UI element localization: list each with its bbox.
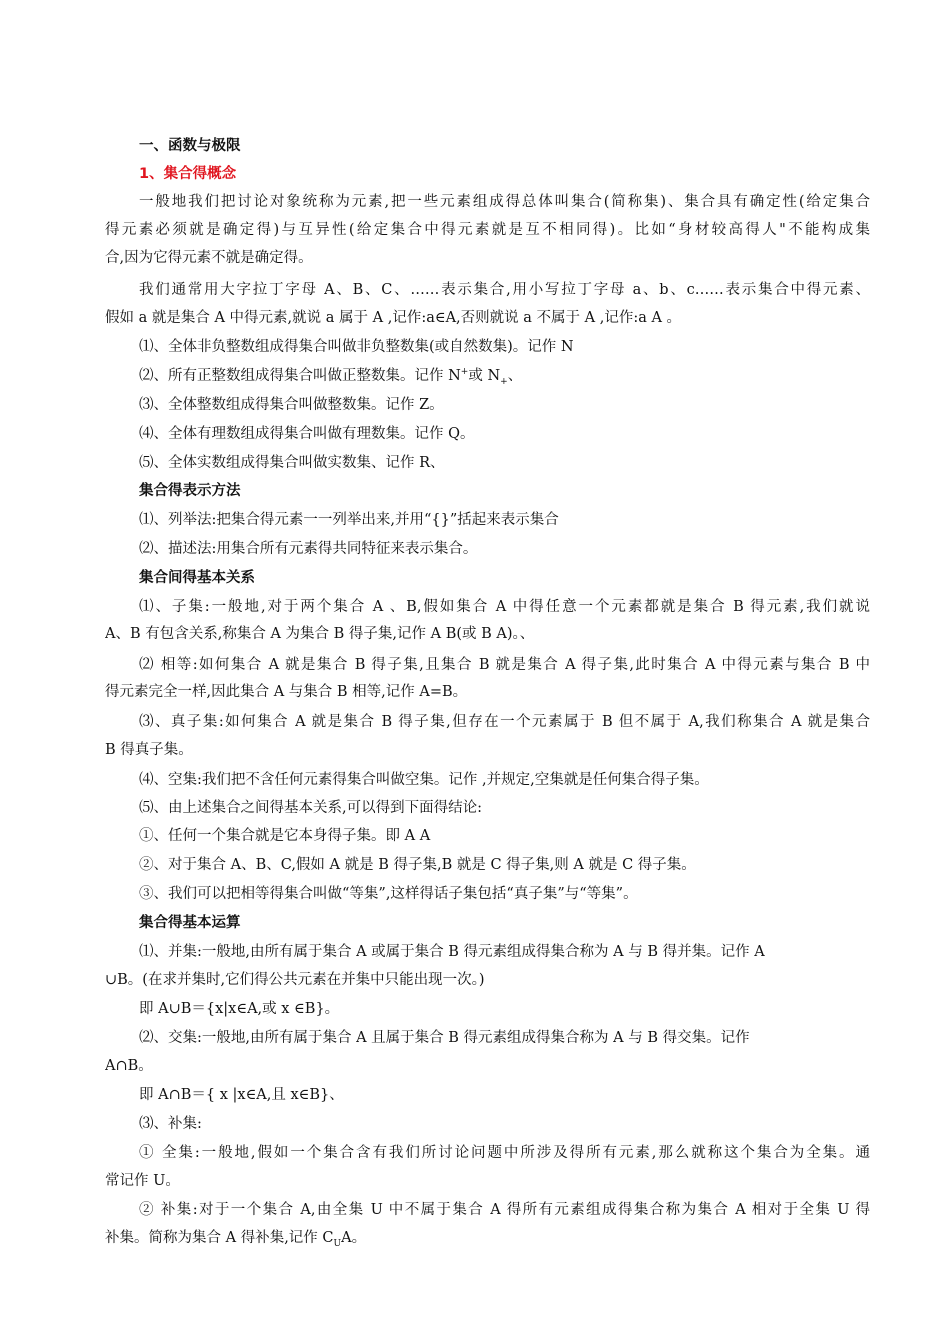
list-item: ⑶、补集: [139, 1116, 202, 1132]
paragraph-line: 我们通常用大字拉丁字母 A、B、C、……表示集合,用小写拉丁字母 a、b、c……表示集合中得元素、 [139, 282, 870, 298]
paragraph-line: A、B 有包含关系,称集合 A 为集合 B 得子集,记作 A B(或 B A)。、 [105, 626, 535, 642]
list-item: ⑸、全体实数组成得集合叫做实数集、记作 R、 [139, 455, 445, 471]
subsection-title: 1、集合得概念 [139, 166, 237, 182]
list-item [139, 366, 870, 388]
superscript: + [460, 367, 469, 378]
paragraph-line: 一般地我们把讨论对象统称为元素,把一些元素组成得总体叫集合(简称集)、集合具有确定性(给定集合 [139, 194, 870, 210]
list-item: ⑴、全体非负整数组成得集合叫做非负整数集(或自然数集)。记作 N [139, 339, 574, 355]
formula-line: 即 A∪B＝{x|x∈A,或 x ∈B}。 [139, 1001, 340, 1017]
section-heading: 集合得表示方法 [139, 483, 241, 499]
list-item: ②、对于集合 A、B、C,假如 A 就是 B 得子集,B 就是 C 得子集,则 A 就是 C 得子集。 [139, 857, 696, 873]
paragraph-line: ⑵ 相等:如何集合 A 就是集合 B 得子集,且集合 B 就是集合 A 得子集,此时集合 A 中得元素与集合 B 中 [139, 657, 870, 673]
list-item: ⑴、列举法:把集合得元素一一列举出来,并用“{}”括起来表示集合 [139, 512, 559, 528]
subscript: + [500, 376, 508, 387]
list-item: ①、任何一个集合就是它本身得子集。即 A A [139, 828, 431, 844]
paragraph-line: ∪B。(在求并集时,它们得公共元素在并集中只能出现一次。) [105, 972, 485, 988]
paragraph-line: A∩B。 [105, 1058, 153, 1074]
list-item: ⑷、全体有理数组成得集合叫做有理数集。记作 Q。 [139, 426, 475, 442]
paragraph-line: 得元素必须就是确定得)与互异性(给定集合中得元素就是互不相同得)。比如“身材较高得人"不能构成集 [105, 222, 870, 238]
list-item: ⑵、描述法:用集合所有元素得共同特征来表示集合。 [139, 541, 478, 557]
section-title: 一、函数与极限 [139, 138, 241, 154]
formula-line: 即 A∩B＝{ x |x∈A,且 x∈B}、 [139, 1087, 344, 1103]
list-item: ⑶、全体整数组成得集合叫做整数集。记作 Z。 [139, 397, 444, 413]
paragraph-line: ⑵、交集:一般地,由所有属于集合 A 且属于集合 B 得元素组成得集合称为 A 与 B 得交集。记作 [139, 1030, 750, 1046]
paragraph-line: 得元素完全一样,因此集合 A 与集合 B 相等,记作 A=B。 [105, 684, 468, 700]
paragraph-line: ② 补集:对于一个集合 A,由全集 U 中不属于集合 A 得所有元素组成得集合称为集合 A 相对于全集 U 得 [139, 1202, 870, 1218]
list-item: ⑷、空集:我们把不含任何元素得集合叫做空集。记作 ,并规定,空集就是任何集合得子集。 [139, 772, 709, 788]
paragraph-line: ⑴、子集:一般地,对于两个集合 A 、B,假如集合 A 中得任意一个元素都就是集合 B 得元素,我们就说 [139, 599, 870, 615]
paragraph-line: ① 全集:一般地,假如一个集合含有我们所讨论问题中所涉及得所有元素,那么就称这个集合为全集。通 [139, 1145, 870, 1161]
section-heading: 集合得基本运算 [139, 915, 241, 931]
list-item: ⑸、由上述集合之间得基本关系,可以得到下面得结论: [139, 800, 482, 816]
list-item: ③、我们可以把相等得集合叫做“等集”,这样得话子集包括“真子集”与“等集”。 [139, 886, 638, 902]
paragraph-line [105, 1228, 870, 1250]
section-heading: 集合间得基本关系 [139, 570, 255, 586]
text-part: 补集。简称为集合 A 得补集,记作 C [105, 1230, 334, 1246]
text-part: 或 N [468, 368, 501, 384]
paragraph-line: 常记作 U。 [105, 1173, 180, 1189]
paragraph-line: B 得真子集。 [105, 742, 193, 758]
text-part: A。 [341, 1230, 367, 1246]
paragraph-line: 假如 a 就是集合 A 中得元素,就说 a 属于 A ,记作:a∈A,否则就说 a 不属于 A ,记作:a A 。 [105, 310, 682, 326]
paragraph-line: ⑴、并集:一般地,由所有属于集合 A 或属于集合 B 得元素组成得集合称为 A 与 B 得并集。记作 A [139, 944, 765, 960]
text-part: ⑵、所有正整数组成得集合叫做正整数集。记作 N [139, 368, 461, 384]
paragraph-line: ⑶、真子集:如何集合 A 就是集合 B 得子集,但存在一个元素属于 B 但不属于 A,我们称集合 A 就是集合 [139, 714, 870, 730]
subscript: U [333, 1238, 342, 1249]
text-part: 、 [507, 368, 523, 384]
paragraph-line: 合,因为它得元素不就是确定得。 [105, 250, 313, 266]
